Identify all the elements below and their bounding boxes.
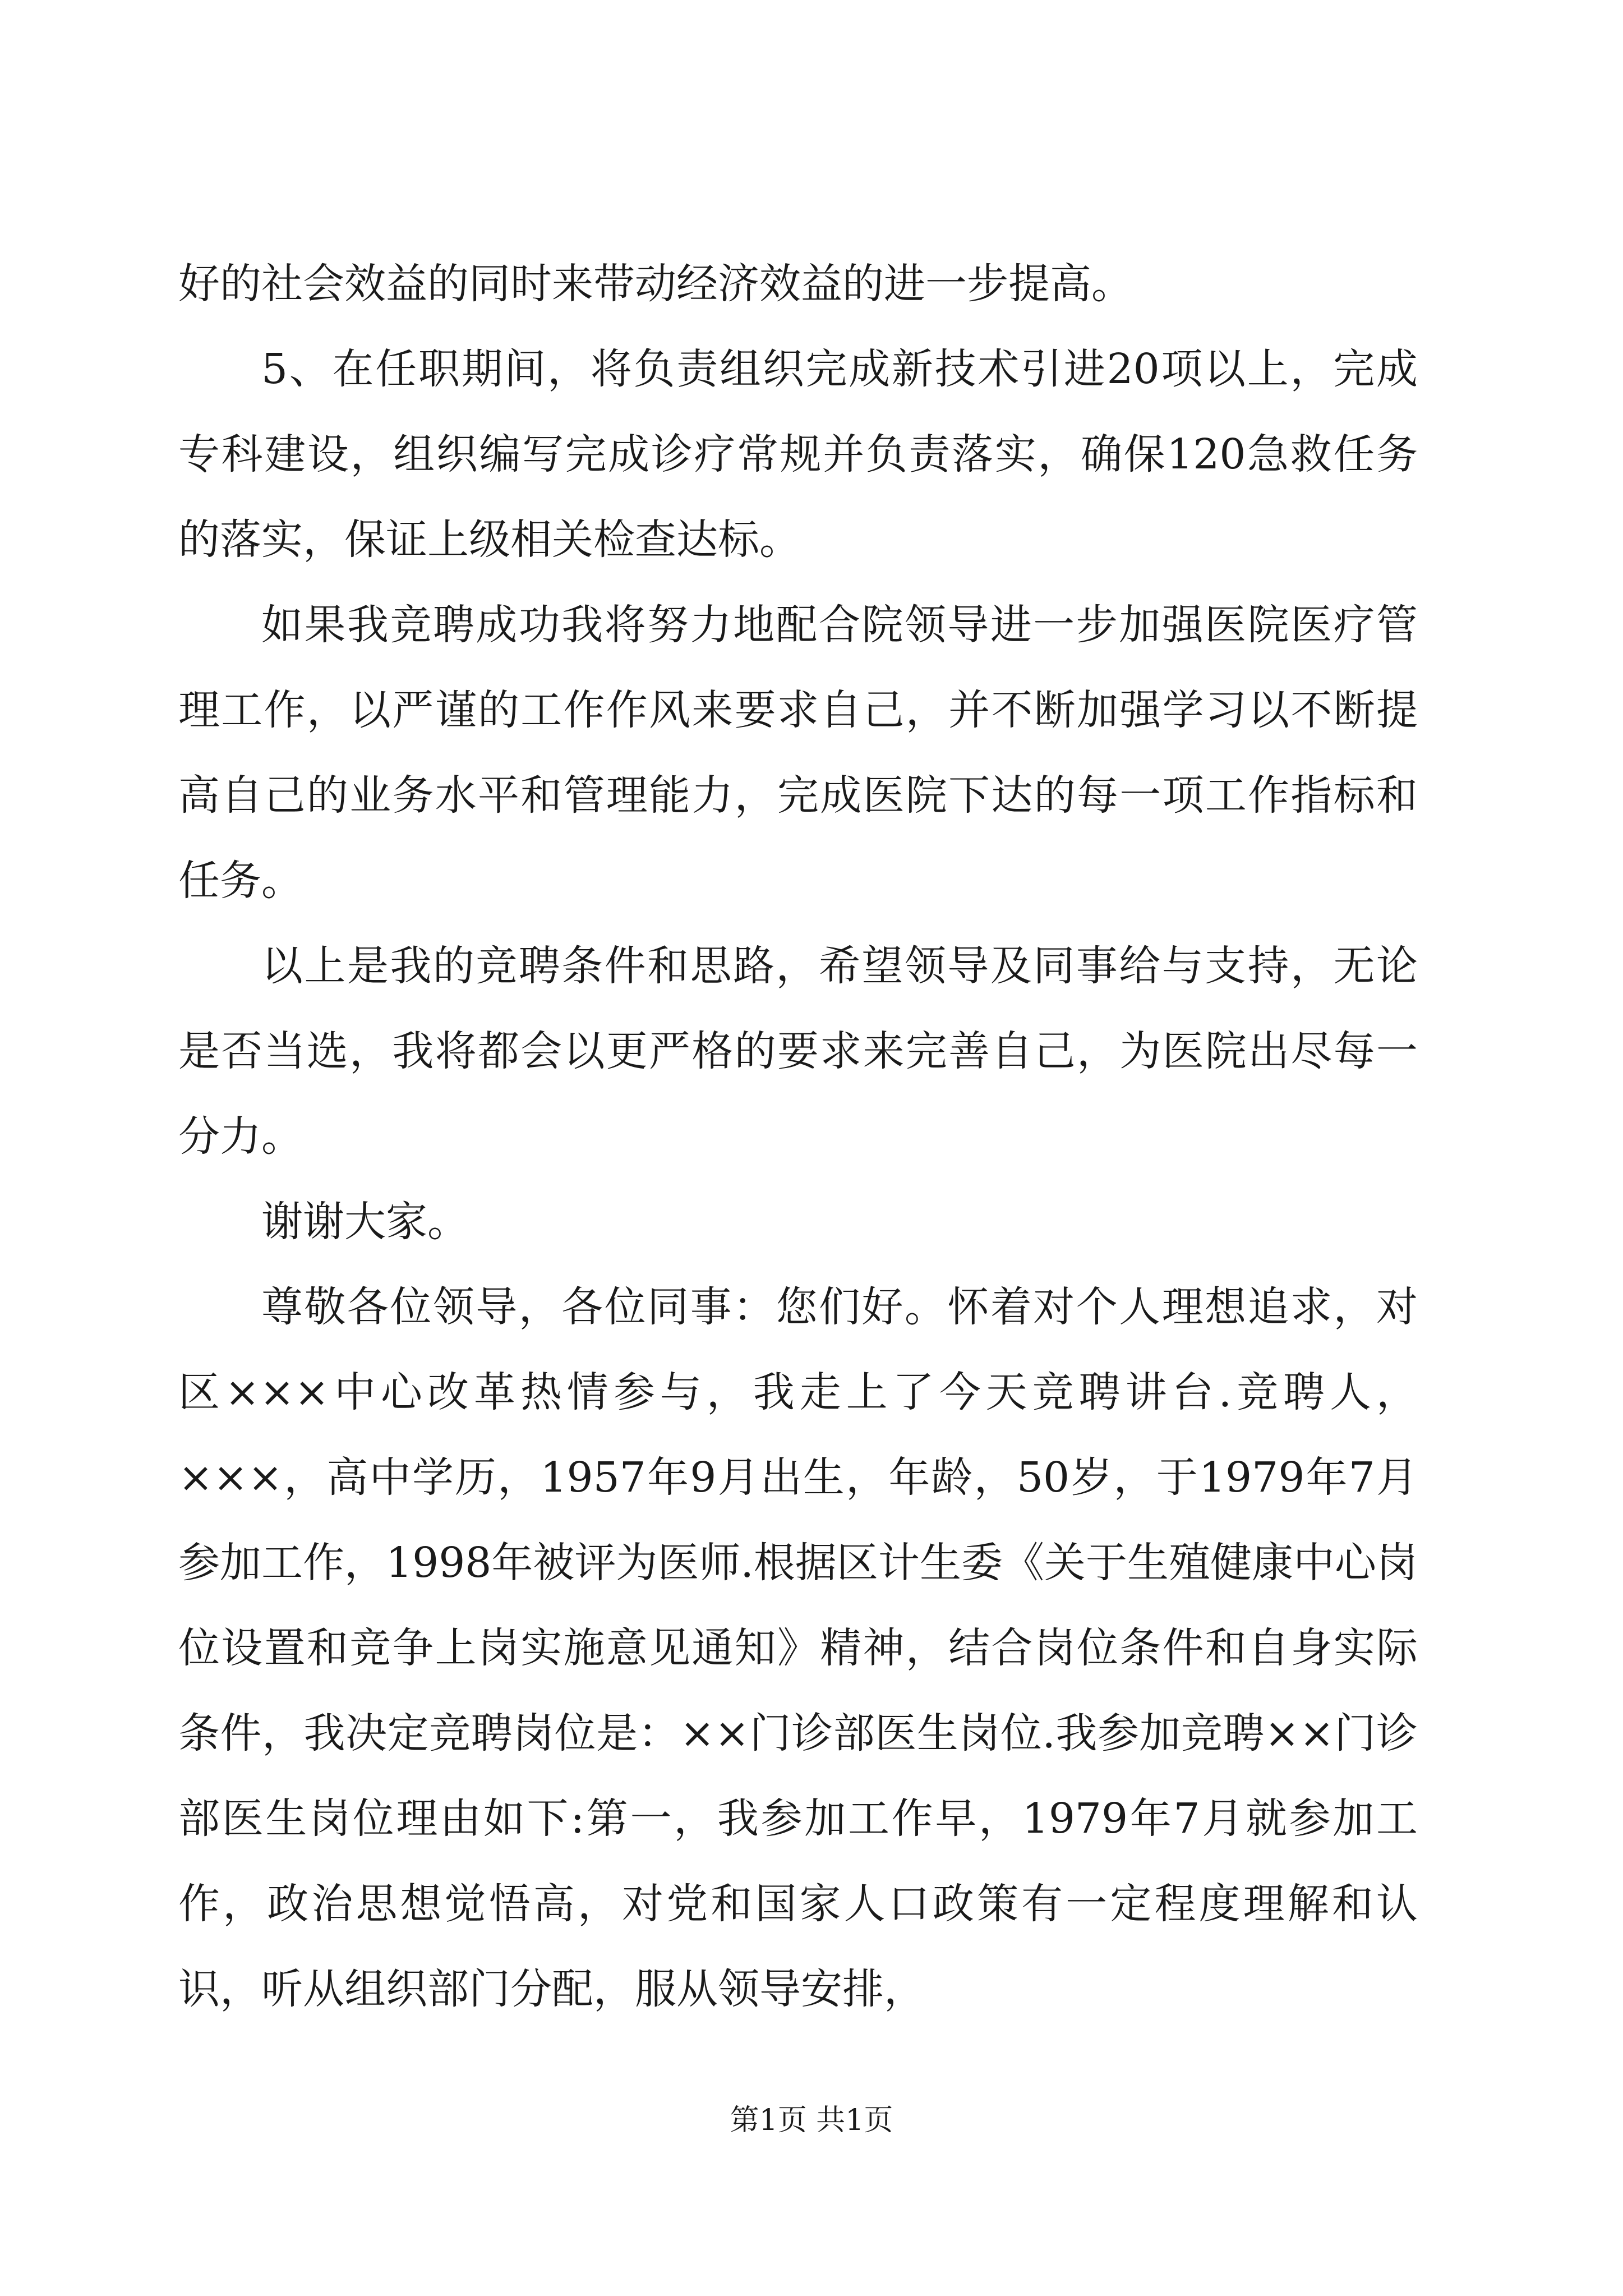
paragraph-4: 以上是我的竞聘条件和思路，希望领导及同事给与支持，无论是否当选，我将都会以更严格的要求来完善自己，为医院出尽每一分力。: [178, 942, 1418, 1161]
paragraph-1: 好的社会效益的同时来带动经济效益的进一步提高。: [178, 260, 1133, 308]
document-body: [178, 241, 1418, 2032]
page-footer: 第1页 共1页: [730, 2104, 893, 2137]
paragraph-6: 尊敬各位领导，各位同事：您们好。怀着对个人理想追求，对区×××中心改革热情参与，我走上了今天竞聘讲台.竞聘人，×××，高中学历，1957年9月出生，年龄，50岁，于1979年7月参加工作，1998年被评为医师.根据区计生委《关于生殖健康中心岗位设置和竞争上岗实施意见通知》精神，结合岗位条件和自身实际条件，我决定竞聘岗位是：××门诊部医生岗位.我参加竞聘××门诊部医生岗位理由如下:第一，我参加工作早，1979年7月就参加工作，政治思想觉悟高，对党和国家人口政策有一定程度理解和认识，听从组织部门分配，服从领导安排，: [178, 1283, 1418, 2013]
paragraph-3: 如果我竞聘成功我将努力地配合院领导进一步加强医院医疗管理工作，以严谨的工作作风来要求自己，并不断加强学习以不断提高自己的业务水平和管理能力，完成医院下达的每一项工作指标和任务。: [178, 601, 1418, 905]
paragraph-2: 5、在任职期间，将负责组织完成新技术引进20项以上，完成专科建设，组织编写完成诊疗常规并负责落实，确保120急救任务的落实，保证上级相关检查达标。: [178, 345, 1418, 564]
paragraph-5: 谢谢大家。: [261, 1198, 469, 1246]
